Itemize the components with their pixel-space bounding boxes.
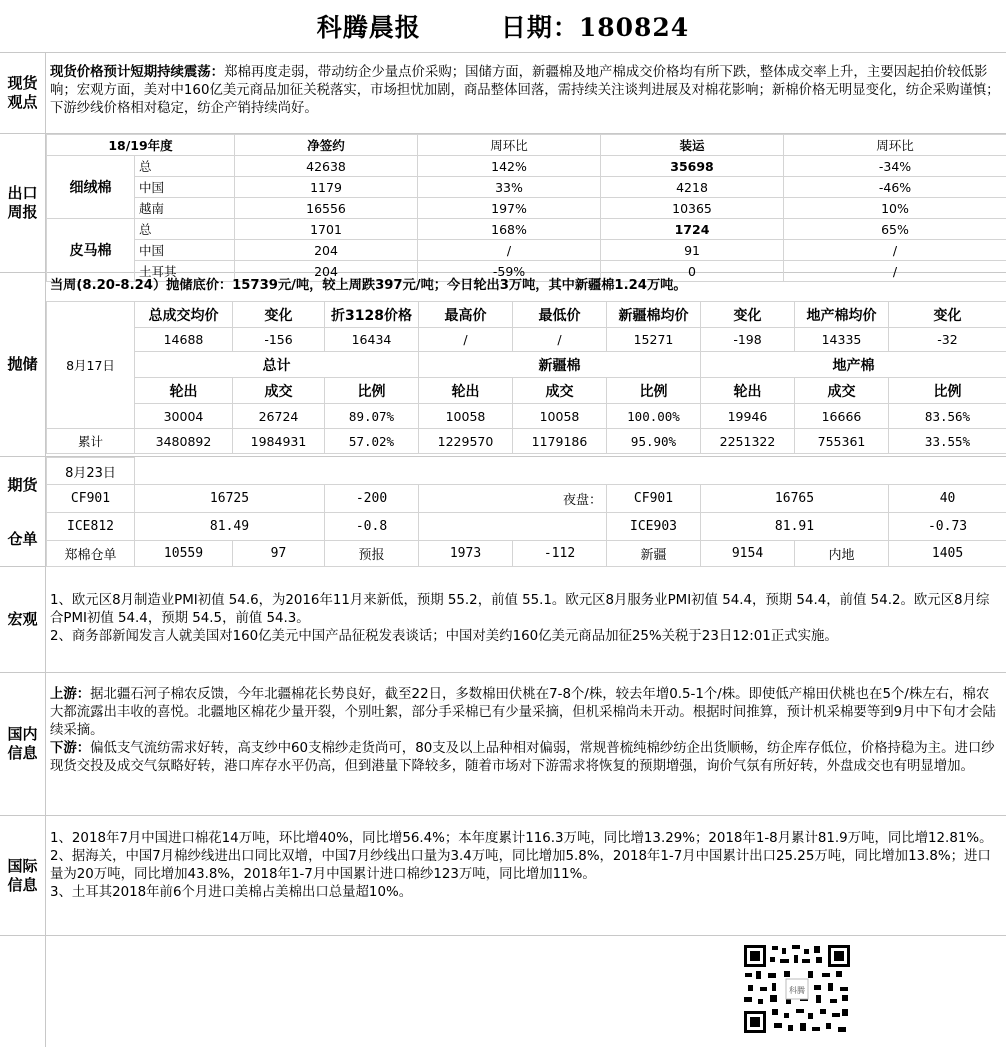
intl-item: 3、土耳其2018年前6个月进口美棉占美棉出口总量超10%。 (50, 885, 413, 900)
section-label-blank (0, 936, 46, 1047)
reserve-subheader-row: 轮出 成交 比例 轮出 成交 比例 轮出 成交 比例 (47, 378, 1006, 404)
reserve-daily-row: 30004 26724 89.07% 10058 10058 100.00% 19946 16666 83.56% (47, 404, 1006, 429)
section-label-spot: 现货观点 (0, 53, 46, 133)
spot-view-text: 现货价格预计短期持续震荡：郑棉再度走弱，带动纺企少量点价采购；国储方面，新疆棉及地产棉成交价格均有所下跌，整体成交率上升，主要因起拍价较低影响；宏观方面，美对中160亿美元商品加征关税落实，市场担忧加剧，商品整体回落，需持续关注谈判进展及对棉花影响；新棉价格无明显变化，纺企采购谨慎；下游纱线价格相对稳定，纺企产销持续尚好。 (50, 65, 1000, 116)
reserve-price-value-row: 14688 -156 16434 / / 15271 -198 14335 -32 (47, 328, 1006, 352)
report-name: 科腾晨报 (316, 13, 421, 42)
section-label-futures: 期货 (0, 457, 46, 513)
warehouse-row: 郑棉仓单 10559 97 预报 1973 -112 新疆 9154 内地 1405 (47, 541, 1006, 567)
table-row: 中国 204 / 91 / (47, 240, 1006, 261)
futures-row: CF901 16725 -200 夜盘： CF901 16765 40 (47, 485, 1006, 513)
intl-item: 2、据海关，中国7月棉纱线进出口同比双增，中国7月纱线出口量为3.4万吨，同比增加5.8%，2018年1-7月中国累计出口25.25万吨，同比增加13.8%；进口量为20万吨，同比增加43.8%，2018年1-7月中国累计进口棉纱123万吨，同比增加11%。 (50, 849, 991, 882)
reserve-group-row: 总计 新疆棉 地产棉 (47, 352, 1006, 378)
section-label-macro: 宏观 (0, 567, 46, 672)
reserve-cumulative-row: 累计 3480892 1984931 57.02% 1229570 1179186 95.90% 2251322 755361 33.55% (47, 429, 1006, 454)
table-row: 皮马棉 总 1701 168% 1724 65% (47, 219, 1006, 240)
section-label-warehouse: 仓单 (0, 513, 46, 566)
group-label: 皮马棉 (47, 219, 135, 282)
domestic-upstream: 上游：据北疆石河子棉农反馈，今年北疆棉花长势良好，截至22日，多数棉田伏桃在7-8个/株，较去年增0.5-1个/株。即使低产棉田伏桃也在5个/株左右，棉农大都流露出丰收的喜悦。北疆地区棉花少量开裂，个别吐絮，部分手采棉已有少量采摘，但机采棉尚未开动。根据时间推算，预计机采棉要等到9月中下旬才会陆续采摘。 (50, 687, 996, 738)
export-weekly-table (46, 134, 1006, 282)
reserve-price-header-row: 8月17日 总成交均价 变化 折3128价格 最高价 最低价 新疆棉均价 变化 地产棉均价 变化 (47, 302, 1006, 328)
macro-text (50, 592, 1000, 646)
domestic-text (50, 686, 1000, 776)
table-row: 越南 16556 197% 10365 10% (47, 198, 1006, 219)
reserve-date: 8月17日 (47, 302, 135, 429)
report-title (0, 0, 1006, 52)
section-label-intl: 国际信息 (0, 816, 46, 935)
futures-date-row (47, 458, 1006, 485)
intl-item: 1、2018年7月中国进口棉花14万吨，环比增40%，同比增56.4%；本年度累计116.3万吨，同比增13.29%；2018年1-8月累计81.9万吨，同比增12.81%。 (50, 831, 993, 846)
reserve-auction-table (46, 301, 1006, 454)
table-row: 土耳其 204 -59% 0 / (47, 261, 1006, 282)
macro-item: 2、商务部新闻发言人就美国对160亿美元中国产品征税发表谈话；中国对美约160亿美元商品加征25%关税于23日12:01正式实施。 (50, 629, 838, 644)
table-row: 中国 1179 33% 4218 -46% (47, 177, 1006, 198)
futures-date: 8月23日 (47, 458, 135, 485)
macro-item: 1、欧元区8月制造业PMI初值 54.6，为2016年11月来新低，预期 55.2，前值 55.1。欧元区8月服务业PMI初值 54.4，预期 54.4，前值 54.2。欧元区8月综合PMI初值 54.4，预期 54.5，前值 54.3。 (50, 593, 990, 626)
futures-table (46, 457, 1006, 567)
report-date: 日期：180824 (500, 13, 690, 42)
table-row: 细绒棉 总 42638 142% 35698 -34% (47, 156, 1006, 177)
section-label-reserve: 抛储 (0, 273, 46, 456)
section-label-export: 出口周报 (0, 134, 46, 272)
futures-row: ICE812 81.49 -0.8 ICE903 81.91 -0.73 (47, 513, 1006, 541)
qr-code-icon (742, 943, 852, 1035)
export-header-row: 18/19年度 净签约 周环比 装运 周环比 (47, 135, 1006, 156)
qr-caption: 科腾 (789, 986, 805, 995)
domestic-downstream: 下游：偏低支气流纺需求好转，高支纱中60支棉纱走货尚可，80支及以上品种相对偏弱，常规普梳纯棉纱纺企出货顺畅，纺企库存低位，价格持稳为主。进口纱现货交投及成交气氛略好转，港口库存水平仍高，但到港量下降较多，随着市场对下游需求将恢复的预期增强，询价气氛有所好转，外盘成交也有明显增加。 (50, 741, 995, 774)
group-label: 细绒棉 (47, 156, 135, 219)
intl-text (50, 830, 1000, 902)
reserve-summary: 当周(8.20-8.24）抛储底价：15739元/吨，较上周跌397元/吨；今日轮出3万吨，其中新疆棉1.24万吨。 (50, 278, 687, 293)
section-label-domestic: 国内信息 (0, 673, 46, 815)
